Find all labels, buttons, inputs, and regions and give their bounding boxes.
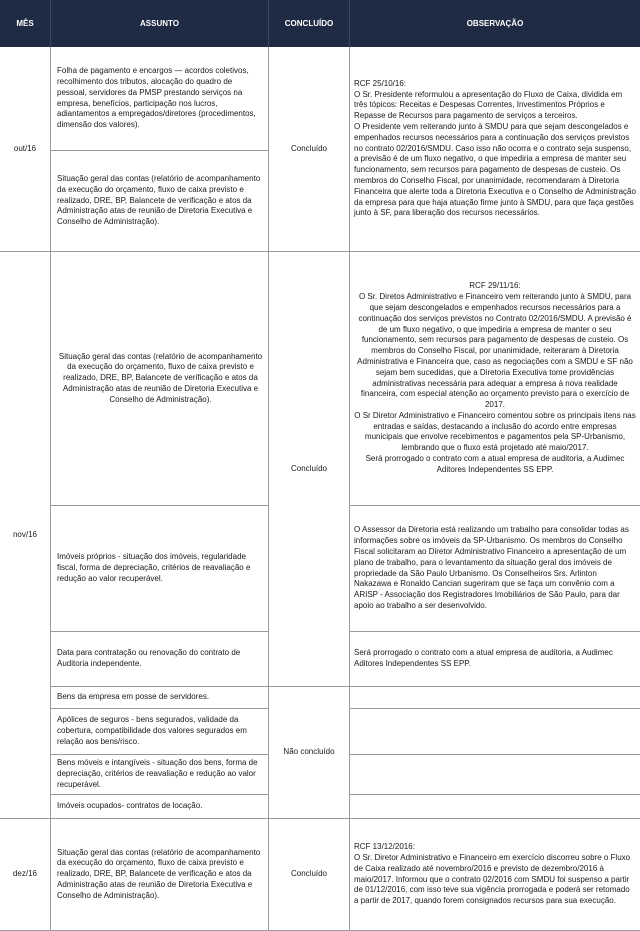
month-cell: [0, 47, 51, 252]
header-mes: MÊS: [0, 0, 51, 47]
observation-cell: [350, 632, 640, 687]
subject-cell: [51, 709, 269, 755]
subject-cell: [51, 47, 269, 151]
subject-text: Bens móveis e intangíveis - situação dos bens, forma de depreciação, critérios de reavaliação e redução ao valor recuperável.: [57, 758, 258, 789]
month-label: out/16: [13, 143, 37, 153]
status-cell: [269, 47, 350, 252]
subject-cell: [51, 795, 269, 819]
subject-cell: [51, 755, 269, 795]
observation-text: Será prorrogado o contrato com a atual empresa de auditoria, a Audimec Aditores Independentes SS EPP.: [354, 648, 613, 668]
subject-text: Situação geral das contas (relatório de acompanhamento da execução do orçamento, fluxo de caixa previsto e realizado, DRE, BP, Balancete de verificação e atos da Administração atas de reunião de Diretoria Executiva e Conselho de Administração).: [57, 847, 261, 900]
subject-text: Apólices de seguros - bens segurados, validade da cobertura, compatibilidade dos valores segurados em relação aos bens/risco.: [57, 715, 247, 746]
subject-text: Data para contratação ou renovação do contrato de Auditoria independente.: [57, 648, 241, 668]
status-text: Concluído: [290, 869, 328, 879]
status-cell: [269, 819, 350, 931]
month-cell: [0, 819, 51, 931]
observation-text: RCF 29/11/16: O Sr. Diretos Administrativo e Financeiro vem reiterando junto à SMDU, para que sejam descongelados e empenhados recursos necessários para a continuação dos serviços previstos no Contrato 02/2016/SMDU. A previsão é de um fluxo negativo, o que impediria a empresa de manter o seu funcionamento, sem recursos para pagamento de despesas de custeio. Os membros do Conselho Fiscal, por unanimidade, reiteraram à Diretoria Administrativa e Financeira que, caso as negociações com a SMDU e SF não sejam bem sucedidas, que a Diretoria Executiva tome providências administrativas necessária para adequar a empresa à nova realidade financeira, com especial atenção ao orçamento previsto para o exercício de 2017. O Sr Diretor Administrativo e Financeiro comentou sobre os principais itens nas entradas e saídas, destacando a inclusão do acordo entre empresas municipais que envolve recebimentos e pagamentos pela SP-Urbanismo, lembrando que o fluxo está projetado até maio/2017. Será prorrogado o contrato com a atual empresa de auditoria, a Audimec Aditores Independentes SS EPP.: [354, 281, 636, 474]
subject-cell: [51, 687, 269, 709]
subject-cell: [51, 819, 269, 931]
subject-text: Imóveis próprios - situação dos imóveis, regularidade fiscal, forma de depreciação, critérios de reavaliação e redução ao valor recuperável.: [57, 552, 251, 583]
observation-cell: [350, 819, 640, 931]
subject-text: Situação geral das contas (relatório de acompanhamento da execução do orçamento, fluxo de caixa previsto e realizado, DRE, BP, Balancete de verificação e atos da Administração atas de reunião de Diretoria Executiva e Conselho de Administração).: [58, 351, 263, 404]
status-text: Não concluído: [283, 747, 335, 757]
observation-cell-empty: [350, 709, 640, 755]
header-concluido: CONCLUÍDO: [269, 0, 350, 47]
month-label: nov/16: [12, 529, 38, 539]
status-cell: [269, 687, 350, 819]
observation-text: O Assessor da Diretoria está realizando um trabalho para consolidar todas as informações sobre os imóveis da SP-Urbanismo. Os membros do Conselho Fiscal solicitaram ao Diretor Administrativo Financeiro a apresentação de um plano de trabalho, para o levantamento da situação geral dos imóveis de propriedade da São Paulo Urbanismo. Os Conselheiros Srs. Arlinton Nakazawa e Ronaldo Cancian sugeriram que se faça um convênio com a ARISP - Associação dos Registradores Imobiliários de São Paulo, para dar apoio ao trabalho a ser desenvolvido.: [354, 525, 629, 610]
observation-cell-empty: [350, 687, 640, 709]
subject-text: Bens da empresa em posse de servidores.: [57, 692, 210, 702]
subject-cell: [51, 151, 269, 252]
observation-cell: [350, 47, 640, 252]
subject-text: Imóveis ocupados- contratos de locação.: [57, 801, 203, 811]
header-observacao: OBSERVAÇÃO: [350, 0, 640, 47]
status-text: Concluído: [290, 143, 328, 153]
subject-text: Folha de pagamento e encargos — acordos coletivos, recolhimento dos tributos, alocação do quadro de pessoal, servidores da PMSP prestando serviços na empresa, benefícios, participação nos lucros, adiantamentos a empregados/diretores (procedimentos, dimensão dos valores).: [57, 66, 256, 130]
subject-text: Situação geral das contas (relatório de acompanhamento da execução do orçamento, fluxo de caixa previsto e realizado, DRE, BP, Balancete de verificação e atos da Administração atas de reunião de Diretoria Executiva e Conselho de Administração).: [57, 174, 261, 227]
observation-cell: [350, 252, 640, 506]
month-cell: [0, 252, 51, 819]
observation-cell-empty: [350, 755, 640, 795]
subject-cell: [51, 252, 269, 506]
status-text: Concluído: [290, 463, 328, 473]
observation-text: RCF 13/12/2016: O Sr. Diretor Administrativo e Financeiro em exercício discorreu sobre o Fluxo de Caixa realizado até novembro/2016 e previsto de dezembro/2016 à maio/2017. Informou que o contrato 02/2016 com SMDU foi suspenso a partir de 01/12/2016, com isso teve sua vigência prorrogada e poderá ser retomado a partir de 2017, quando forem consignados recursos para sua execução.: [354, 842, 631, 906]
month-label: dez/16: [12, 869, 38, 879]
observation-cell: [350, 506, 640, 632]
status-cell: [269, 252, 350, 687]
observation-cell-empty: [350, 795, 640, 819]
header-assunto: ASSUNTO: [51, 0, 269, 47]
observation-text: RCF 25/10/16: O Sr. Presidente reformulou a apresentação do Fluxo de Caixa, dividida em três tópicos: Receitas e Despesas Correntes, Investimentos Próprios e Repasse de Recursos para pagamento de serviços a terceiros. O Presidente vem reiterando junto à SMDU para que sejam descongelados e empenhados recursos necessários para a continuação dos serviços previstos no contrato 02/2016/SMDU. Caso isso não ocorra e o contrato seja suspenso, a previsão é de um fluxo negativo, o que impediria a empresa de manter seu funcionamento, sem recursos para pagamento de despesas de custeio. Os membros do Conselho Fiscal, por unanimidade, recomendaram à Diretoria Financeira que alerte toda a Diretoria Executiva e o Conselho de Administração da empresa para que haja atuação firme junto à SMDU, para que faça gestões junto à SF, para liberação dos recursos necessários.: [354, 78, 636, 218]
subject-cell: [51, 506, 269, 632]
subject-cell: [51, 632, 269, 687]
